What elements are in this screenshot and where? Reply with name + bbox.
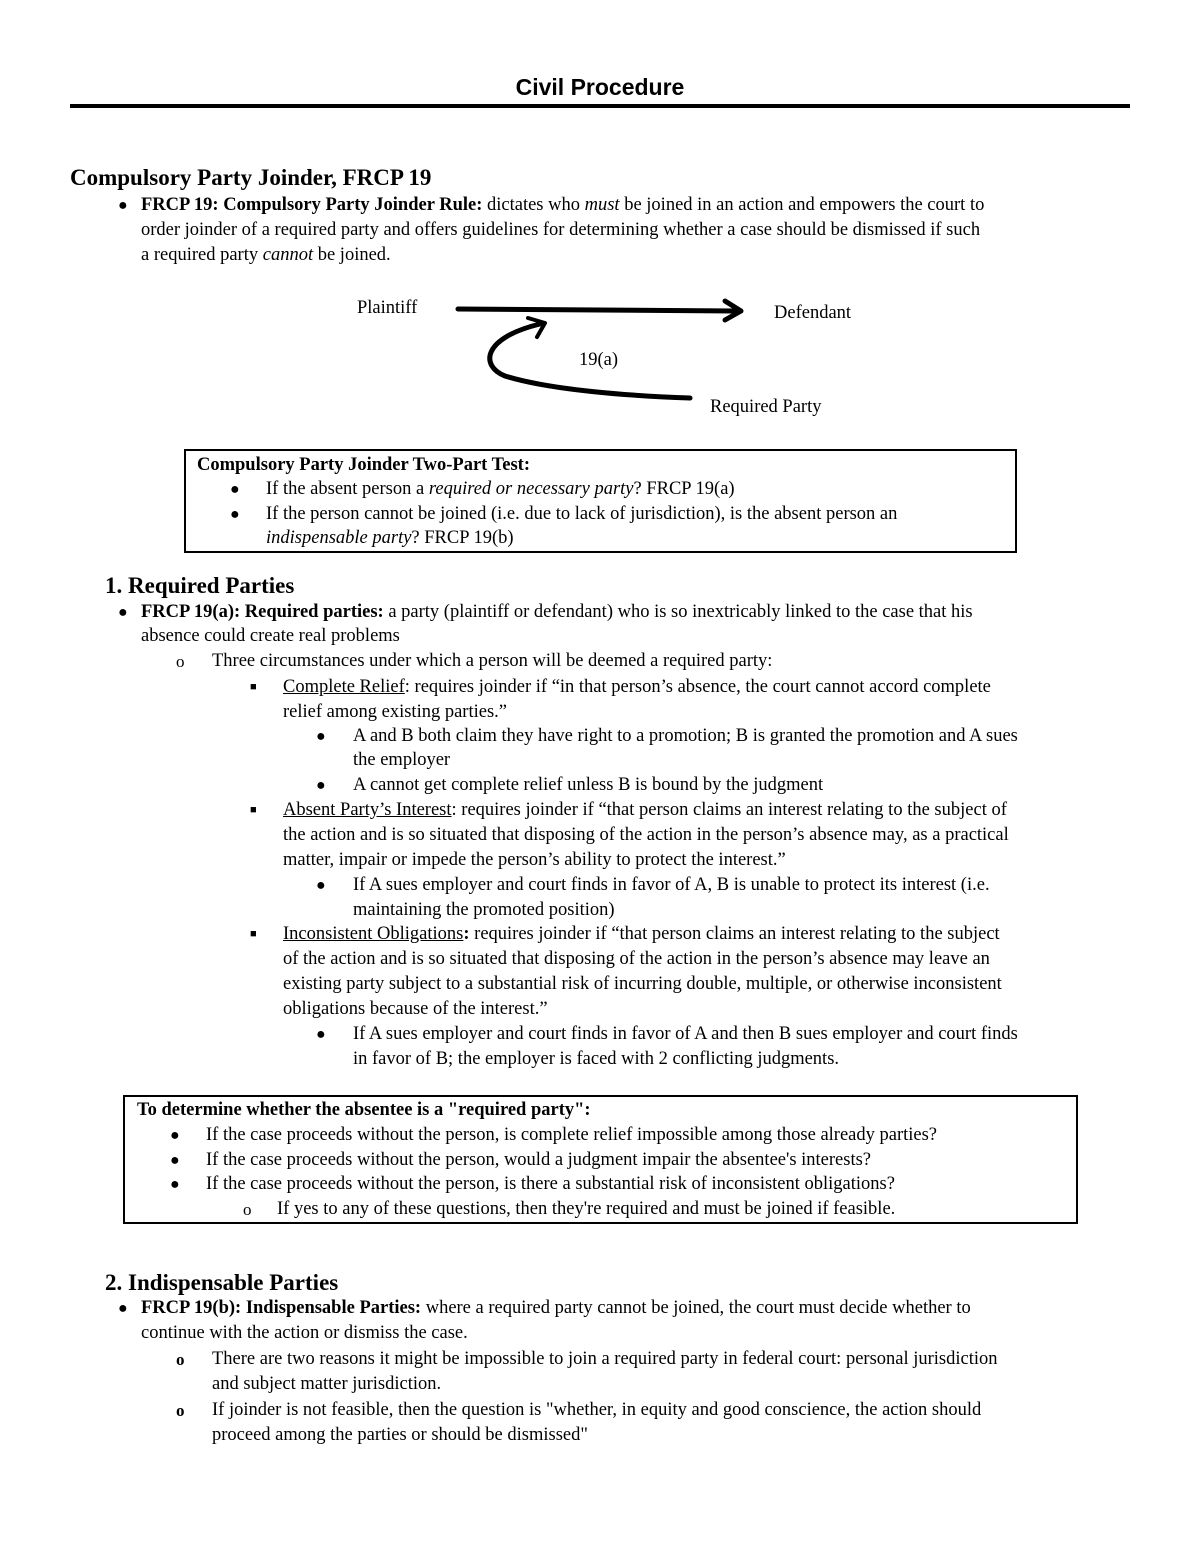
inconsistent-obligations-text: requires joinder if “that person claims an interest relating to the subject bbox=[469, 924, 1000, 944]
item-1-text-a: If the absent person a bbox=[266, 479, 429, 499]
bullet-icon: ● bbox=[316, 877, 326, 894]
rule-19a-text: a party (plaintiff or defendant) who is so inextricably linked to the case that his bbox=[383, 602, 973, 622]
joinder-not-feasible-line-1: If joinder is not feasible, then the question is "whether, in equity and good conscience, the action should bbox=[212, 1400, 982, 1420]
joinder-not-feasible-line-2: proceed among the parties or should be dismissed" bbox=[212, 1425, 588, 1445]
item-1-italic: required or necessary party bbox=[428, 479, 634, 499]
absent-interest-example: If A sues employer and court finds in favor of A, B is unable to protect its interest (i.e. bbox=[353, 875, 990, 895]
bullet-icon: ● bbox=[170, 1152, 180, 1169]
two-part-test-item-1 bbox=[266, 477, 735, 502]
complete-relief-example-1: A and B both claim they have right to a promotion; B is granted the promotion and A sues bbox=[353, 726, 1018, 746]
absent-interest-line-3: matter, impair or impede the person’s ability to protect the interest.” bbox=[283, 850, 786, 870]
complete-relief-example-2: A cannot get complete relief unless B is bound by the judgment bbox=[353, 775, 824, 795]
item-2-italic: indispensable party bbox=[266, 528, 412, 548]
diagram-rule-label: 19(a) bbox=[579, 350, 619, 370]
bullet-icon: ● bbox=[316, 1026, 326, 1043]
required-party-questions-title: To determine whether the absentee is a "required party": bbox=[137, 1100, 591, 1120]
diagram-required-party-label: Required Party bbox=[710, 397, 822, 417]
bullet-icon: ● bbox=[118, 1300, 128, 1317]
impossible-reasons-line-1: There are two reasons it might be impossible to join a required party in federal court: personal jurisdiction bbox=[212, 1349, 998, 1369]
bullet-icon: ● bbox=[230, 506, 240, 523]
absent-interest-label: Absent Party’s Interest bbox=[283, 800, 452, 820]
inconsistent-obligations-example: If A sues employer and court finds in favor of A and then B sues employer and court finds bbox=[353, 1024, 1018, 1044]
required-party-question-1: If the case proceeds without the person, is complete relief impossible among those already parties? bbox=[206, 1125, 938, 1145]
joinder-diagram bbox=[340, 290, 900, 430]
complete-relief-label: Complete Relief bbox=[283, 677, 405, 697]
rule-19-text-a: dictates who bbox=[482, 195, 585, 215]
two-part-test-item-2: If the person cannot be joined (i.e. due to lack of jurisdiction), is the absent person an bbox=[266, 504, 898, 524]
diagram-defendant-label: Defendant bbox=[774, 303, 852, 323]
header-rule bbox=[70, 104, 1130, 108]
inconsistent-obligations-line-4: obligations because of the interest.” bbox=[283, 999, 548, 1019]
absent-interest-line-2: the action and is so situated that disposing of the action in the person’s absence may, as a practical bbox=[283, 825, 1009, 845]
rule-19a-line-1 bbox=[141, 600, 973, 625]
absent-interest-text: : requires joinder if “that person claims an interest relating to the subject of bbox=[451, 800, 1007, 820]
rule-19-text-b: be joined in an action and empowers the court to bbox=[619, 195, 985, 215]
rule-19b-label: FRCP 19(b): Indispensable Parties: bbox=[141, 1298, 422, 1318]
rule-19b-text: where a required party cannot be joined, the court must decide whether to bbox=[421, 1298, 971, 1318]
complete-relief-text: : requires joinder if “in that person’s absence, the court cannot accord complete bbox=[404, 677, 991, 697]
required-party-note: If yes to any of these questions, then they're required and must be joined if feasible. bbox=[277, 1199, 896, 1219]
inconsistent-obligations-colon: : bbox=[463, 924, 470, 944]
circle-bullet-icon: o bbox=[176, 652, 185, 671]
section-heading-required-parties: 1. Required Parties bbox=[105, 573, 295, 598]
complete-relief-example-1-line-2: the employer bbox=[353, 750, 451, 770]
rule-19-must: must bbox=[584, 195, 620, 215]
required-party-question-2: If the case proceeds without the person, would a judgment impair the absentee's interests? bbox=[206, 1150, 872, 1170]
complete-relief-line-1 bbox=[283, 675, 991, 700]
item-1-text-b: ? FRCP 19(a) bbox=[633, 479, 735, 499]
bullet-icon: ● bbox=[316, 777, 326, 794]
rule-19-line-3a: a required party bbox=[141, 245, 263, 265]
circle-bullet-icon: o bbox=[176, 1401, 185, 1420]
bullet-icon: ● bbox=[170, 1176, 180, 1193]
impossible-reasons-line-2: and subject matter jurisdiction. bbox=[212, 1374, 442, 1394]
complete-relief-line-2: relief among existing parties.” bbox=[283, 702, 507, 722]
square-bullet-icon: ■ bbox=[250, 928, 257, 940]
rule-19a-line-2: absence could create real problems bbox=[141, 626, 400, 646]
rule-19-cannot: cannot bbox=[262, 245, 314, 265]
two-part-test-title: Compulsory Party Joinder Two-Part Test: bbox=[197, 455, 530, 475]
circle-bullet-icon: o bbox=[243, 1200, 252, 1219]
bullet-icon: ● bbox=[230, 481, 240, 498]
square-bullet-icon: ■ bbox=[250, 681, 257, 693]
rule-19a-label: FRCP 19(a): Required parties: bbox=[141, 602, 384, 622]
absent-interest-example-line-2: maintaining the promoted position) bbox=[353, 900, 615, 920]
square-bullet-icon: ■ bbox=[250, 804, 257, 816]
rule-19-line-3 bbox=[141, 243, 391, 268]
rule-19b-line-2: continue with the action or dismiss the case. bbox=[141, 1323, 468, 1343]
rule-19-line-1 bbox=[141, 193, 984, 218]
bullet-icon: ● bbox=[118, 604, 128, 621]
item-2-text-b: ? FRCP 19(b) bbox=[411, 528, 514, 548]
circle-bullet-icon: o bbox=[176, 1350, 185, 1369]
rule-19-line-3b: be joined. bbox=[313, 245, 391, 265]
inconsistent-obligations-example-line-2: in favor of B; the employer is faced with 2 conflicting judgments. bbox=[353, 1049, 840, 1069]
bullet-icon: ● bbox=[118, 197, 128, 214]
section-heading-indispensable-parties: 2. Indispensable Parties bbox=[105, 1270, 339, 1295]
inconsistent-obligations-line-3: existing party subject to a substantial risk of incurring double, multiple, or otherwise inconsistent bbox=[283, 974, 1002, 994]
three-circumstances: Three circumstances under which a person will be deemed a required party: bbox=[212, 651, 773, 671]
inconsistent-obligations-line-1 bbox=[283, 922, 1000, 947]
rule-19-label: FRCP 19: Compulsory Party Joinder Rule: bbox=[141, 195, 483, 215]
bullet-icon: ● bbox=[316, 728, 326, 745]
inconsistent-obligations-line-2: of the action and is so situated that disposing of the action in the person’s absence may leave an bbox=[283, 949, 990, 969]
two-part-test-item-2-line-2 bbox=[266, 526, 514, 551]
inconsistent-obligations-label: Inconsistent Obligations bbox=[283, 924, 464, 944]
rule-19b-line-1 bbox=[141, 1296, 971, 1321]
absent-interest-line-1 bbox=[283, 798, 1007, 823]
page-title: Civil Procedure bbox=[515, 74, 685, 100]
diagram-plaintiff-label: Plaintiff bbox=[357, 298, 418, 318]
required-party-question-3: If the case proceeds without the person, is there a substantial risk of inconsistent obligations? bbox=[206, 1174, 895, 1194]
bullet-icon: ● bbox=[170, 1127, 180, 1144]
section-heading-compulsory-joinder: Compulsory Party Joinder, FRCP 19 bbox=[70, 165, 432, 190]
rule-19-line-2: order joinder of a required party and offers guidelines for determining whether a case should be dismissed if such bbox=[141, 220, 981, 240]
